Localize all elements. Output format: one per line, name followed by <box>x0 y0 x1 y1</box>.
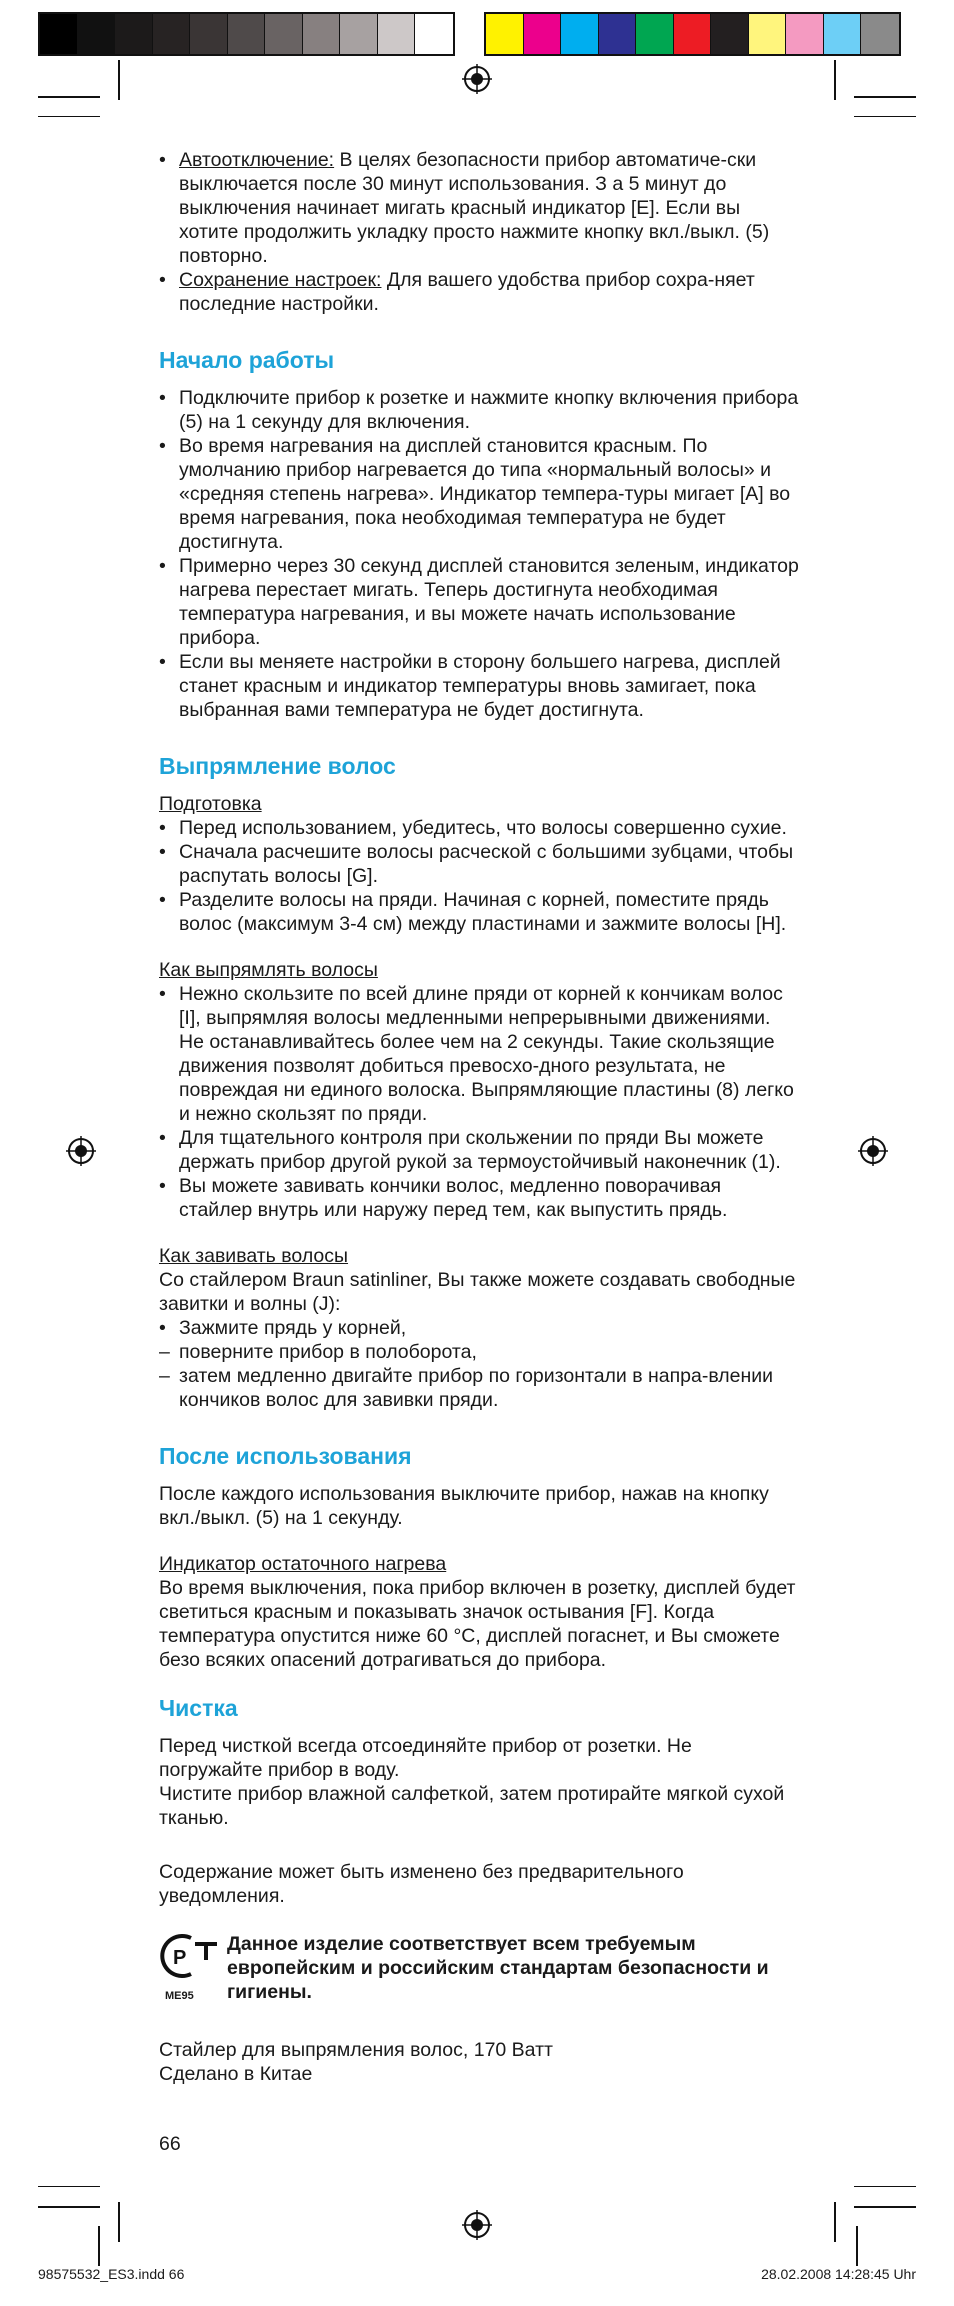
feature-text: В целях безопасности прибор автоматиче-ски выключается после 30 минут использования. З а 5 минут до выключения начинает мигать красный индикатор [E]. Если вы хотите продолжить укладку просто нажмите кнопку вкл./выкл. (5) повторно. <box>179 149 770 267</box>
curl-intro: Со стайлером Braun satinliner, Вы также можете создавать свободные завитки и волны (J): <box>159 1269 796 1315</box>
section-title-cleaning: Чистка <box>159 1695 238 1721</box>
footer-timestamp: 28.02.2008 14:28:45 Uhr <box>761 2266 916 2282</box>
color-swatch <box>303 14 341 54</box>
color-swatch <box>190 14 228 54</box>
straightening-list <box>159 982 799 1222</box>
color-swatch <box>378 14 416 54</box>
registration-mark-icon <box>858 1136 888 1166</box>
page-number: 66 <box>159 2133 181 2155</box>
curl-steps-list <box>159 1316 799 1412</box>
list-item <box>159 148 799 268</box>
color-swatch <box>861 14 899 54</box>
crop-mark <box>854 2206 916 2208</box>
residual-heat-text: Во время выключения, пока прибор включен в розетку, дисплей будет светиться красным и показывать значок остывания [F]. Когда температура опустится ниже 60 °C, дисплей погаснет, и Вы сможете безо всяких опасений дотрагиваться до прибора. <box>159 1577 796 1671</box>
certification-logo <box>159 1932 221 2008</box>
color-calibration-bar-grayscale <box>38 12 455 56</box>
list-item: • Примерно через 30 секунд дисплей становится зеленым, индикатор нагрева перестает мигать. Теперь достигнута необходимая температура нагревания, и вы можете начать использование прибора. <box>159 554 799 650</box>
list-item: • Для тщательного контроля при скольжении по пряди Вы можете держать прибор другой рукой за термоустойчивый наконечник (1). <box>159 1126 799 1174</box>
color-swatch <box>115 14 153 54</box>
crop-mark <box>38 96 100 98</box>
list-item: • Подключите прибор к розетке и нажмите кнопку включения прибора (5) на 1 секунду для включения. <box>159 386 799 434</box>
crop-mark <box>854 2186 916 2187</box>
color-swatch <box>786 14 824 54</box>
crop-mark <box>856 2226 858 2266</box>
subheading-how-to-curl: Как завивать волосы <box>159 1245 349 1267</box>
color-swatch <box>674 14 712 54</box>
feature-label: Автоотключение: <box>179 149 335 171</box>
intro-list <box>159 148 799 316</box>
crop-mark <box>38 116 100 117</box>
list-item: • Перед использованием, убедитесь, что волосы совершенно сухие. <box>159 816 799 840</box>
color-swatch <box>636 14 674 54</box>
color-swatch <box>78 14 116 54</box>
svg-text:P: P <box>173 1947 187 1969</box>
color-swatch <box>340 14 378 54</box>
product-origin: Сделано в Китае <box>159 2063 313 2085</box>
list-item: • Сначала расчешите волосы расческой с большими зубцами, чтобы распутать волосы [G]. <box>159 840 799 888</box>
cleaning-text: Перед чисткой всегда отсоединяйте прибор от розетки. Не погружайте прибор в воду. <box>159 1735 692 1781</box>
feature-label: Сохранение настроек: <box>179 269 382 291</box>
cleaning-text: Чистите прибор влажной салфеткой, затем протирайте мягкой сухой тканью. <box>159 1783 785 1829</box>
crop-mark <box>118 2202 120 2242</box>
crop-mark <box>854 96 916 98</box>
color-swatch <box>824 14 862 54</box>
registration-mark-icon <box>462 64 492 94</box>
section-title-straightening: Выпрямление волос <box>159 753 396 779</box>
color-swatch <box>561 14 599 54</box>
crop-mark <box>38 2186 100 2187</box>
pct-certification-icon <box>159 1932 221 1980</box>
change-notice: Содержание может быть изменено без предварительного уведомления. <box>159 1861 684 1907</box>
crop-mark <box>98 2226 100 2266</box>
color-swatch <box>711 14 749 54</box>
certification-code: МЕ95 <box>165 1990 194 2002</box>
color-calibration-bar-color <box>484 12 901 56</box>
color-swatch <box>153 14 191 54</box>
crop-mark <box>834 60 836 100</box>
subheading-preparation: Подготовка <box>159 793 262 815</box>
list-item: • Если вы меняете настройки в сторону большего нагрева, дисплей станет красным и индикатор температуры вновь замигает, пока выбранная вами температура не будет достигнута. <box>159 650 799 722</box>
footer-file-info: 98575532_ES3.indd 66 <box>38 2266 185 2282</box>
section-title-after-use: После использования <box>159 1443 412 1469</box>
list-item: • Вы можете завивать кончики волос, медленно поворачивая стайлер внутрь или наружу перед тем, как выпустить прядь. <box>159 1174 799 1222</box>
color-swatch <box>524 14 562 54</box>
color-swatch <box>749 14 787 54</box>
color-swatch <box>40 14 78 54</box>
feature-text: Для вашего удобства прибор сохра-няет последние настройки. <box>179 269 755 315</box>
color-swatch <box>415 14 453 54</box>
crop-mark <box>118 60 120 100</box>
subheading-how-to-straighten: Как выпрямлять волосы <box>159 959 378 981</box>
list-item: • Нежно скользите по всей длине пряди от корней к кончикам волос [I], выпрямляя волосы медленными непрерывными движениями. Не останавливайтесь более чем на 2 секунды. Такие скользящие движения позволят добиться превосхо-дного результата, не повреждая ни единого волоска. Выпрямляющие пластины (8) легко и нежно скользят по пряди. <box>159 982 799 1126</box>
color-swatch <box>486 14 524 54</box>
registration-mark-icon <box>66 1136 96 1166</box>
color-swatch <box>265 14 303 54</box>
start-list <box>159 386 799 722</box>
list-item: • Разделите волосы на пряди. Начиная с корней, поместите прядь волос (максимум 3-4 см) между пластинами и зажмите волосы [H]. <box>159 888 799 936</box>
crop-mark <box>38 2206 100 2208</box>
subheading-residual-heat: Индикатор остаточного нагрева <box>159 1553 447 1575</box>
list-item <box>159 268 799 316</box>
after-use-text: После каждого использования выключите прибор, нажав на кнопку вкл./выкл. (5) на 1 секунду. <box>159 1483 769 1529</box>
section-title-start: Начало работы <box>159 347 335 373</box>
list-item: – затем медленно двигайте прибор по горизонтали в напра-влении кончиков волос для завивки пряди. <box>159 1364 799 1412</box>
certification-block <box>159 1932 799 2008</box>
color-swatch <box>228 14 266 54</box>
preparation-list <box>159 816 799 936</box>
list-item: • Зажмите прядь у корней, <box>159 1316 799 1340</box>
registration-mark-icon <box>462 2210 492 2240</box>
crop-mark <box>834 2202 836 2242</box>
list-item: • Во время нагревания на дисплей становится красным. По умолчанию прибор нагревается до типа «нормальный волосы» и «средняя степень нагрева». Индикатор темпера-туры мигает [A] во время нагревания, пока необходимая температура не будет достигнута. <box>159 434 799 554</box>
product-description: Стайлер для выпрямления волос, 170 Ватт <box>159 2039 553 2061</box>
crop-mark <box>854 116 916 117</box>
manual-page-content <box>159 148 799 2086</box>
list-item: – поверните прибор в полоборота, <box>159 1340 799 1364</box>
certification-text: Данное изделие соответствует всем требуемым европейским и российским стандартам безопасности и гигиены. <box>227 1933 769 2003</box>
color-swatch <box>599 14 637 54</box>
